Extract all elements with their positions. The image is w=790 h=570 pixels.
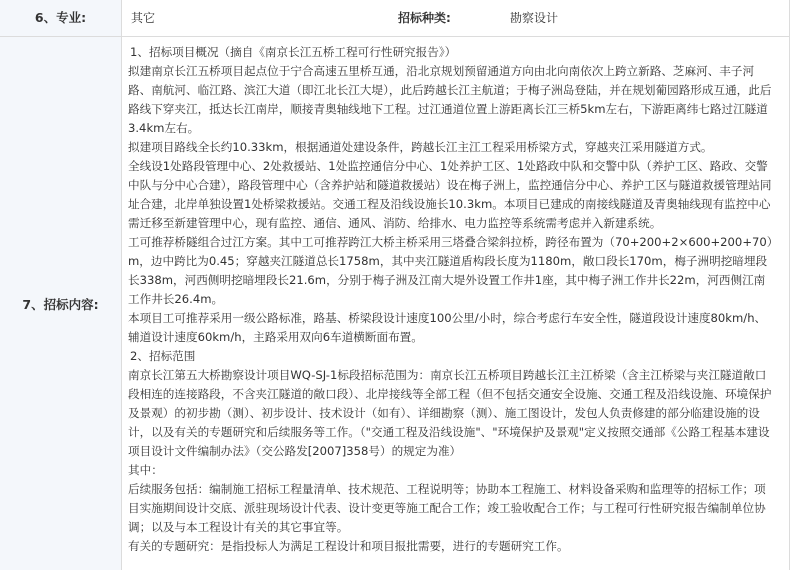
paragraph-facilities: 全线设1处路段管理中心、2处救援站、1处监控通信分中心、1处养护工区、1处路政中队和交警中队（养护工区、路政、交警中队与分中心合建），路段管理中心（含养护站和隧道救援站）设在梅子洲上，监控通信分中心、养护工区与隧道救援管理站同址合建，北岸单独设置1处桥梁救援站。交通工程及沿线设施长10.3km。本项目已建成的南接线隧道及青奥轴线现有监控中心需迁移至新建管理中心，现有监控、通信、通风、消防、给排水、电力监控等系统需考虑并入新建系统。 xyxy=(128,159,772,230)
paragraph-follow-up: 后续服务包括：编制施工招标工程量清单、技术规范、工程说明等；协助本工程施工、材料设备采购和监理等的招标工作；项目实施期间设计交底、派驻现场设计代表、设计变更等施工配合工作；竣工验收配合工作；与工程可行性研究报告编制单位协调；以及与本工程设计有关的其它事宜等。 xyxy=(128,482,766,534)
row-specialty xyxy=(0,0,789,37)
tender-type-label: 招标种类: xyxy=(398,11,451,25)
tender-content-label: 7、招标内容: xyxy=(0,37,121,570)
paragraph-length: 拟建项目路线全长约10.33km，根据通道处建设条件，跨越长江主江工程采用桥梁方式，穿越夹江采用隧道方式。 xyxy=(128,140,713,154)
specialty-value: 其它 xyxy=(131,11,156,25)
section-heading-overview: 1、招标项目概况（摘自《南京长江五桥工程可行性研究报告》） xyxy=(130,45,457,59)
tender-content-text xyxy=(128,43,776,556)
paragraph-scope: 南京长江第五大桥勘察设计项目WQ-SJ-1标段招标范围为：南京长江五桥项目跨越长江主江桥梁（含主江桥梁与夹江隧道敞口段相连的连接路段，不含夹江隧道的敞口段）、北岸接线等全部工程（但不包括交通安全设施、交通工程及沿线设施、环境保护及景观）的初步勘（测）、初步设计、技术设计（如有）、详细勘察（测）、施工图设计，发包人负责修建的部分临建设施的设计，以及有关的专题研究和后续服务等工作。（"交通工程及沿线设施"、"环境保护及景观"定义按照交通部《公路工程基本建设项目设计文件编制办法》（交公路发[2007]358号）的规定为准） xyxy=(128,368,772,458)
paragraph-route: 拟建南京长江五桥项目起点位于宁合高速五里桥互通，沿北京规划预留通道方向由北向南依次上跨立新路、芝麻河、丰子河路、南航河、临江路、滨江大道（即江北长江大堤），此后跨越长江主航道；于梅子洲岛登陆，并在规划葡园路形成互通，此后路线下穿夹江，抵达长江南岸，顺接青奥轴线地下工程。过江通道位置上游距离长江三桥5km左右，下游距离纬七路过江隧道3.4km左右。 xyxy=(128,64,772,135)
paragraph-bridge-tunnel: 工可推荐桥隧组合过江方案。其中工可推荐跨江大桥主桥采用三塔叠合梁斜拉桥，跨径布置为（70+200+2×600+200+70）m，边中跨比为0.45；穿越夹江隧道总长1758m，其中夹江隧道盾构段长度为1180m，敞口段长170m，梅子洲明挖暗埋段长338m，河西侧明挖暗埋段长21.6m，分别于梅子洲及江南大堤外设置工作井1座，其中梅子洲工作井长22m，河西侧江南工作井长26.4m。 xyxy=(128,235,773,306)
paragraph-among: 其中： xyxy=(128,463,163,477)
tender-type-value: 勘察设计 xyxy=(510,11,559,25)
section-heading-scope: 2、招标范围 xyxy=(130,349,196,363)
specialty-label: 6、专业: xyxy=(0,0,121,36)
paragraph-standard: 本项目工可推荐采用一级公路标准，路基、桥梁段设计速度100公里/小时，综合考虑行车安全性，隧道段设计速度80km/h、辅道设计速度60km/h，主路采用双向6车道横断面布置。 xyxy=(128,311,767,344)
paragraph-special-study: 有关的专题研究：是指投标人为满足工程设计和项目报批需要，进行的专题研究工作。 xyxy=(128,539,569,553)
